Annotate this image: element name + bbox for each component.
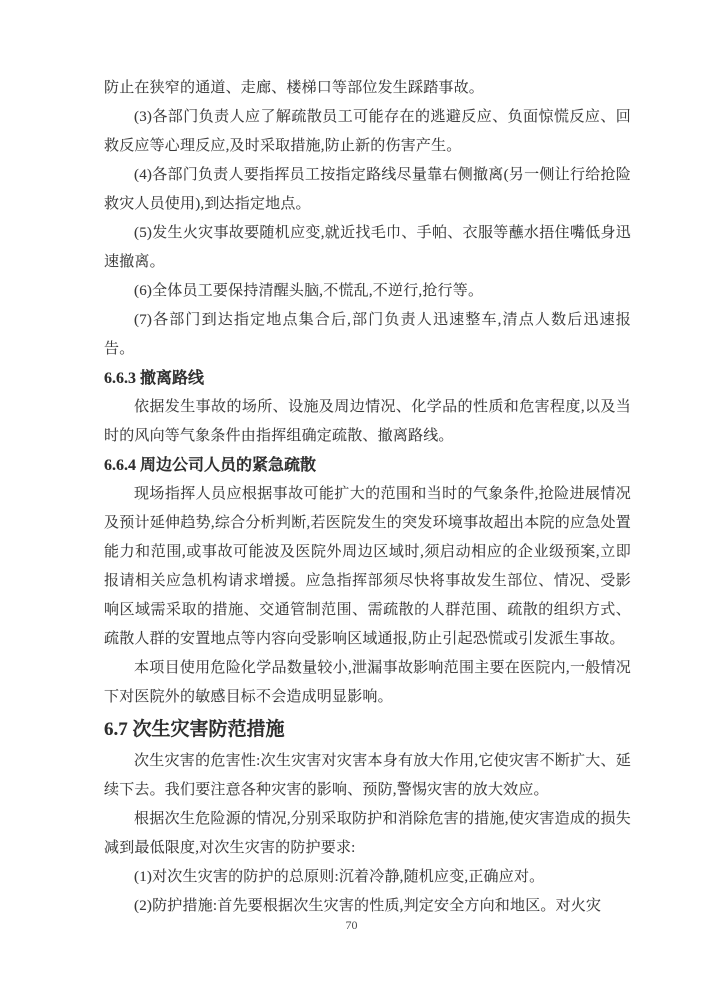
section-heading: 6.6.4 周边公司人员的紧急疏散 [104, 457, 317, 474]
paragraph: (4)各部门负责人要指挥员工按指定路线尽量靠右侧撤离(另一侧让行给抢险救灾人员使用),到达指定地点。 [104, 167, 631, 212]
paragraph: (7)各部门到达指定地点集合后,部门负责人迅速整车,清点人数后迅速报告。 [104, 312, 631, 357]
section-heading: 6.6.3 撤离路线 [104, 370, 205, 387]
paragraph: 依据发生事故的场所、设施及周边情况、化学品的性质和危害程度,以及当时的风向等气象条件由指挥组确定疏散、撤离路线。 [104, 399, 631, 444]
paragraph: 现场指挥人员应根据事故可能扩大的范围和当时的气象条件,抢险进展情况及预计延伸趋势,综合分析判断,若医院发生的突发环境事故超出本院的应急处置能力和范围,或事故可能波及医院外周边区域时,须启动相应的企业级预案,立即报请相关应急机构请求增援。应急指挥部须尽快将事故发生部位、情况、受影响区域需采取的措施、交通管制范围、需疏散的人群范围、疏散的组织方式、疏散人群的安置地点等内容向受影响区域通报,防止引起恐慌或引发派生事故。 [104, 486, 631, 647]
paragraph: 防止在狭窄的通道、走廊、楼梯口等部位发生踩踏事故。 [104, 80, 485, 96]
paragraph: 根据次生危险源的情况,分别采取防护和消除危害的措施,使灾害造成的损失减到最低限度,对次生灾害的防护要求: [104, 811, 631, 856]
paragraph: (5)发生火灾事故要随机应变,就近找毛巾、手帕、衣服等蘸水捂住嘴低身迅速撤离。 [104, 225, 631, 270]
paragraph: 本项目使用危险化学品数量较小,泄漏事故影响范围主要在医院内,一般情况下对医院外的敏感目标不会造成明显影响。 [104, 660, 631, 705]
paragraph: (1)对次生灾害的防护的总原则:沉着冷静,随机应变,正确应对。 [134, 869, 545, 885]
document-content [104, 74, 631, 921]
section-heading: 6.7 次生灾害防范措施 [104, 719, 285, 740]
paragraph: (3)各部门负责人应了解疏散员工可能存在的逃避反应、负面惊慌反应、回救反应等心理反应,及时采取措施,防止新的伤害产生。 [104, 109, 631, 154]
paragraph: (6)全体员工要保持清醒头脑,不慌乱,不逆行,抢行等。 [134, 283, 484, 299]
paragraph: (2)防护措施:首先要根据次生灾害的性质,判定安全方向和地区。对火灾 [134, 898, 602, 914]
paragraph: 次生灾害的危害性:次生灾害对灾害本身有放大作用,它使灾害不断扩大、延续下去。我们要注意各种灾害的影响、预防,警惕灾害的放大效应。 [104, 753, 631, 798]
page-number: 70 [345, 918, 358, 932]
